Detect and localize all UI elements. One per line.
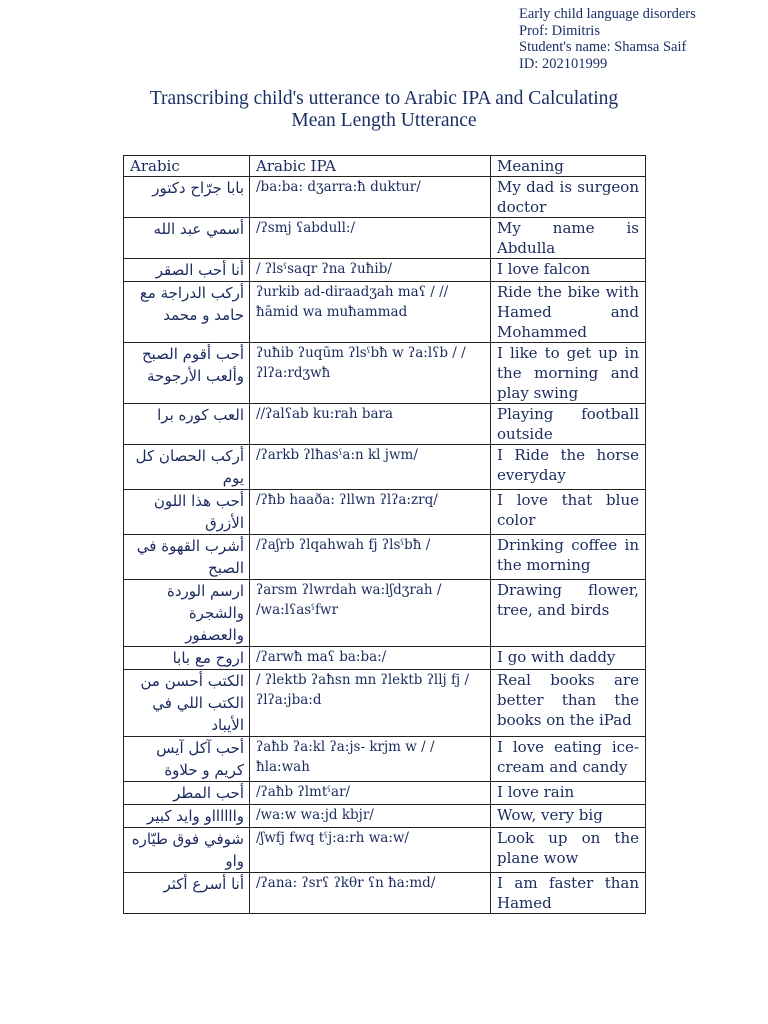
ipa-cell: /ʔaʃrb ʔlqahwah fj ʔlsˤbħ / <box>250 535 491 580</box>
arabic-cell: ارسم الوردة والشجرة والعصفور <box>124 580 250 647</box>
arabic-cell: أركب الحصان كل يوم <box>124 445 250 490</box>
meaning-cell: I love that blue color <box>491 490 646 535</box>
arabic-cell: اروح مع بابا <box>124 647 250 670</box>
arabic-cell: أسمي عبد الله <box>124 218 250 259</box>
arabic-cell: أنا أسرع أكثر <box>124 873 250 914</box>
page-title <box>0 88 768 132</box>
arabic-cell: أنا أحب الصقر <box>124 259 250 282</box>
meaning-cell: I like to get up in the morning and play swing <box>491 343 646 404</box>
ipa-cell: //ʔalʕab ku:rah bara <box>250 404 491 445</box>
table-row <box>124 404 646 445</box>
meaning-cell: I am faster than Hamed <box>491 873 646 914</box>
table-row <box>124 782 646 805</box>
student-name: Student's name: Shamsa Saif <box>519 39 687 55</box>
arabic-cell: الكتب أحسن من الكتب اللي في الأيباد <box>124 670 250 737</box>
table-body <box>124 177 646 914</box>
ipa-cell: /ʔarkb ʔlħasˤa:n kl jwm/ <box>250 445 491 490</box>
table-row <box>124 177 646 218</box>
ipa-cell: /ʔaħb ʔlmtˤar/ <box>250 782 491 805</box>
transcription-table <box>123 155 646 914</box>
header-meaning: Meaning <box>491 156 646 177</box>
meaning-cell: Ride the bike with Hamed and Mohammed <box>491 282 646 343</box>
meaning-cell: Look up on the plane wow <box>491 828 646 873</box>
ipa-cell: / ʔlsˤsaqr ʔna ʔuħib/ <box>250 259 491 282</box>
ipa-cell: /ʔarwħ maʕ ba:ba:/ <box>250 647 491 670</box>
ipa-cell: /ʔħb haaða: ʔllwn ʔlʔa:zrq/ <box>250 490 491 535</box>
ipa-cell: ʔaħb ʔa:kl ʔa:js- krjm w / /ħla:wah <box>250 737 491 782</box>
table-row <box>124 805 646 828</box>
ipa-cell: /ʔana: ʔsrʕ ʔkθr ʕn ħa:md/ <box>250 873 491 914</box>
table-row <box>124 259 646 282</box>
table-row <box>124 282 646 343</box>
table-row <box>124 445 646 490</box>
ipa-cell: /ba:ba: dʒarra:ħ duktur/ <box>250 177 491 218</box>
title-line-1: Transcribing child's utterance to Arabic IPA and Calculating <box>149 88 619 109</box>
arabic-cell: بابا جرّاح دكتور <box>124 177 250 218</box>
arabic-cell: العب كوره برا <box>124 404 250 445</box>
header-arabic-ipa: Arabic IPA <box>250 156 491 177</box>
arabic-cell: شوفي فوق طيّاره واو <box>124 828 250 873</box>
table-row <box>124 737 646 782</box>
meaning-cell: I love eating ice-cream and candy <box>491 737 646 782</box>
meaning-cell: I go with daddy <box>491 647 646 670</box>
arabic-cell: أركب الدراجة مع حامد و محمد <box>124 282 250 343</box>
meaning-cell: Real books are better than the books on the iPad <box>491 670 646 737</box>
table-row <box>124 343 646 404</box>
arabic-cell: أحب آكل آيس كريم و حلاوة <box>124 737 250 782</box>
ipa-cell: ʔurkib ad-diraadʒah maʕ / //ħāmid wa muħammad <box>250 282 491 343</box>
table-row <box>124 490 646 535</box>
professor-name: Prof: Dimitris <box>519 22 600 39</box>
table-header-row <box>124 156 646 177</box>
course-name: Early child language disorders <box>519 6 696 22</box>
table-row <box>124 535 646 580</box>
table-row <box>124 670 646 737</box>
table-row <box>124 828 646 873</box>
arabic-cell: أحب هذا اللون الأزرق <box>124 490 250 535</box>
student-id: ID: 202101999 <box>519 55 608 72</box>
arabic-cell: أحب المطر <box>124 782 250 805</box>
ipa-cell: ʔuħib ʔuqūm ʔlsˤbħ w ʔa:lʕb / /ʔlʔa:rdʒwħ <box>250 343 491 404</box>
meaning-cell: Drinking coffee in the morning <box>491 535 646 580</box>
meaning-cell: My dad is surgeon doctor <box>491 177 646 218</box>
table-row <box>124 873 646 914</box>
meaning-cell: Playing football outside <box>491 404 646 445</box>
table-row <box>124 647 646 670</box>
ipa-cell: ʔarsm ʔlwrdah wa:lʃdʒrah / /wa:lʕasˤfwr <box>250 580 491 647</box>
arabic-cell: أحب أقوم الصبح وألعب الأرجوحة <box>124 343 250 404</box>
meaning-cell: I Ride the horse everyday <box>491 445 646 490</box>
meaning-cell: Wow, very big <box>491 805 646 828</box>
arabic-cell: أشرب القهوة في الصبح <box>124 535 250 580</box>
ipa-cell: /ʔsmj ʕabdull:/ <box>250 218 491 259</box>
meaning-cell: I love falcon <box>491 259 646 282</box>
arabic-cell: وااااااو وايد كبير <box>124 805 250 828</box>
header-arabic: Arabic <box>124 156 250 177</box>
document-header <box>519 6 696 72</box>
table-row <box>124 218 646 259</box>
meaning-cell: Drawing flower, tree, and birds <box>491 580 646 647</box>
table-row <box>124 580 646 647</box>
ipa-cell: /wa:w wa:jd kbjr/ <box>250 805 491 828</box>
meaning-cell: My name is Abdulla <box>491 218 646 259</box>
ipa-cell: / ʔlektb ʔaħsn mn ʔlektb ʔllj fj /ʔlʔa:jba:d <box>250 670 491 737</box>
meaning-cell: I love rain <box>491 782 646 805</box>
title-line-2: Mean Length Utterance <box>291 110 477 131</box>
ipa-cell: /ʃwfj fwq tˤj:a:rh wa:w/ <box>250 828 491 873</box>
